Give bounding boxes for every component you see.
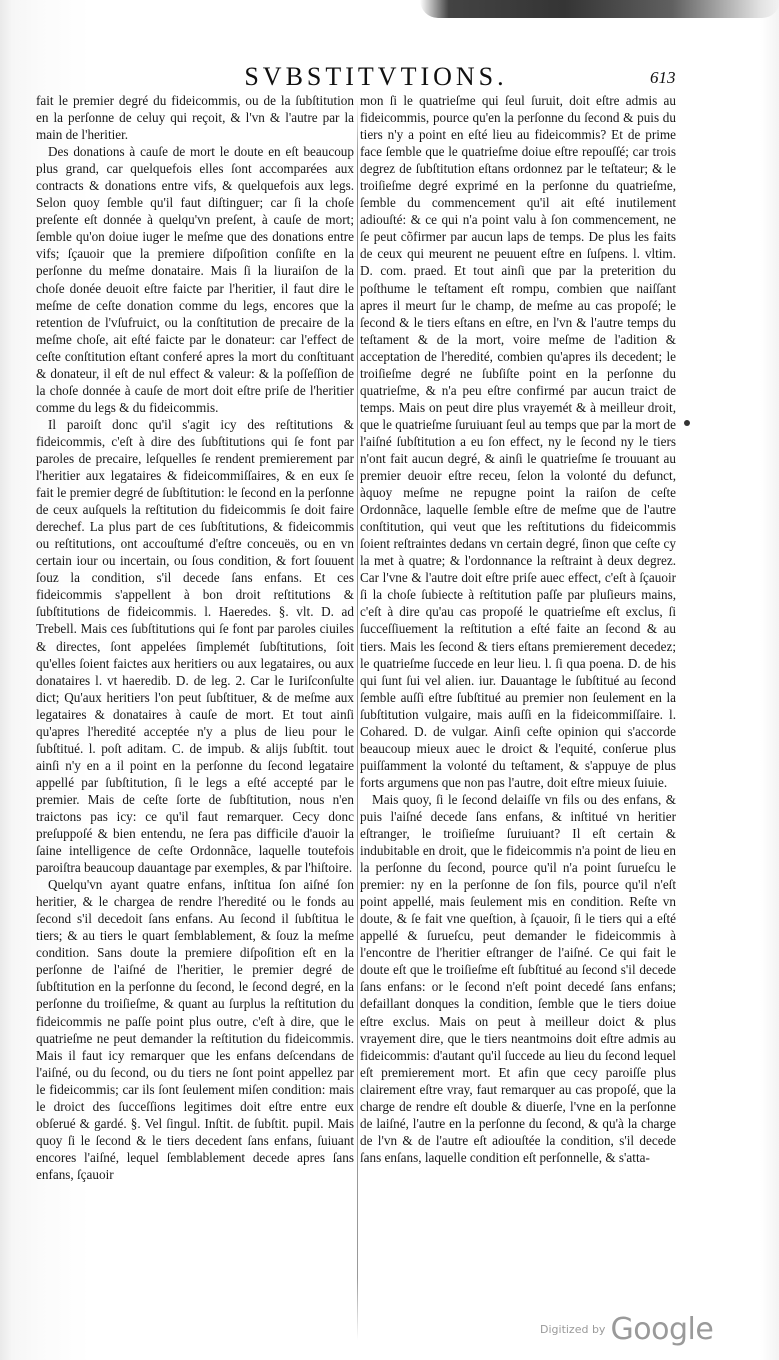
paragraph: Des donations à cauſe de mort le doute en eſt beaucoup plus grand, car quelquefois elles ſont accomparées aux contracts & donations entre vifs, & quelquefois aux legs. Selon quoy ſemble qu'il faut diſtinguer; car ſi la choſe preſente eſt donnée à quelqu'vn preſent, à cauſe de mort; ſemble qu'on doiue iuger le meſme que des donations entre vifs; ſçauoir que la premiere diſpoſition conſiſte en la perſonne du meſme donataire. Mais ſi la liuraiſon de la choſe donée deuoit eſtre faicte par l'heritier, il faut dire le meſme de ceſte donation comme du legs, encores que la retention de l'vſufruict, ou la conſtitution de precaire de la meſme choſe, ait eſté faicte par le donateur: car l'effect de ceſte conſtitution eſtant conferé apres la mort du conſtituant & donateur, il eſt de nul effect & valeur: & la poſſeſſion de la choſe donnée à cauſe de mort doit eſtre priſe de l'heritier comme du legs & du fideicommis. (36, 144, 354, 415)
paragraph: Quelqu'vn ayant quatre enfans, inſtitua ſon aiſné ſon heritier, & le chargea de rendre l'heredité ou le fonds au ſecond s'il decedoit ſans enfans. Au ſecond il ſubſtitua le tiers; & au tiers le quart ſemblablement, & ſouz la meſme condition. Sans doute la premiere diſpoſition eſt en la perſonne de l'aiſné de l'heritier, le premier degré de ſubſtitution en la perſonne du ſecond, le ſecond degré, en la perſonne du troiſieſme, & quant au ſurplus la reſtitution du fideicommis ne paſſe point plus outre, c'eſt à dire, que le quatrieſme ne peut demander la reſtitution du fideicommis. Mais il faut icy remarquer que les enfans deſcendans de l'aiſné, ou du ſecond, ou du tiers ne ſont point appellez par le fideicommis; car ils ſont ſeulement miſen condition: mais le droict des ſucceſſions legitimes doit eſtre entre eux obſerué & gardé. §. Vel ſingul. Inſtit. de ſubſtit. pupil. Mais quoy ſi le ſecond & le tiers decedent ſans enfans, ſuiuant encores l'aiſné, lequel ſemblablement decede apres ſans enfans, ſçauoir (36, 877, 354, 1182)
paragraph: Il paroiſt donc qu'il s'agit icy des reſtitutions & fideicommis, c'eſt à dire des ſubſtitutions qui ſe font par paroles de precaire, leſquelles ſe rendent premierement par l'heritier aux legataires & fideicommiſſaires, & en eux ſe fait le premier degré de ſubſtitution: le ſecond en la perſonne de ceux auſquels la reſtitution du fideicommis ſe doit faire derechef. La plus part de ces ſubſtitutions, & fideicommis ou reſtitutions, ont accouſtumé d'eſtre conceuës, ou en vn certain iour ou incertain, ou ſous condition, & fort ſouuent ſouz la condition, s'il decede ſans enfans. Et ces fideicommis s'appellent à bon droit reſtitutions & ſubſtitutions de fideicommis. l. Haeredes. §. vlt. D. ad Trebell. Mais ces ſubſtitutions qui ſe font par paroles ciuiles & directes, ſont appelées ſimplemét ſubſtitutions, ſoit qu'elles ſoient faictes aux heritiers ou aux legataires, ou aux donataires l. vt haeredib. D. de leg. 2. Car le Iuriſconſulte dict; Qu'aux heritiers l'on peut ſubſtituer, & de meſme aux legataires & donataires à cauſe de mort. Et tout ainſi qu'apres l'heredité acceptée n'y a plus de lieu pour le ſubſtitué. l. poſt aditam. C. de impub. & alijs ſubſtit. tout ainſi n'y en a il point en la perſonne du ſecond legataire appellé par ſubſtitution, ſi le legs a eſté accepté par le premier. Mais de ceſte ſorte de ſubſtitution, nous n'en traictons pas icy: ce qu'il faut remarquer. Cecy donc preſuppoſé & bien entendu, ne ſera pas difficile d'auoir la ſaine intelligence de ceſte Ordonnãce, laquelle toutefois paroiſtra beaucoup dauantage par exemples, & par l'hiſtoire. (36, 416, 354, 876)
digitized-watermark (540, 1312, 713, 1348)
column-divider (357, 100, 358, 1340)
running-title: SVBSTITVTIONS. (244, 62, 508, 91)
right-column (360, 92, 676, 1352)
paragraph: fait le premier degré du fideicommis, ou de la ſubſtitution en la perſonne de celuy qui reçoit, & l'vn & l'autre par la main de l'heritier. (36, 93, 354, 143)
ink-dot (684, 420, 690, 426)
google-logo: Google (610, 1312, 714, 1347)
margin-marks (2, 70, 32, 190)
ink-blot (420, 0, 779, 18)
paragraph: mon ſi le quatrieſme qui ſeul ſuruit, doit eſtre admis au fideicommis, pource qu'en la perſonne du ſecond & puis du tiers n'y a point en eſté lieu au fideicommis? Et de prime face ſemble que le quatrieſme doiue eſtre repouſſé; car trois degrez de ſubſtitution eſtans ordonnez par le teſtateur; & le troiſieſme degré exprimé en la perſonne du quatrieſme, ſemble du commencement qu'il ait eſté inutilement adiouſté: & ce qui n'a point valu à ſon commencement, ne ſe peut cõfirmer par aucun laps de temps. De plus les faits de ceux qui meurent ne peuuent eſtre en ſuſpens. l. vltim. D. com. praed. Et tout ainſi que par la preterition du poſthume le teſtament eſt rompu, combien que naiſſant apres il meurt ſur le champ, de meſme au cas propoſé; le ſecond & le tiers eſtans en eſtre, en l'vn & l'autre temps du teſtament & de la mort, voire meſme de l'adition & acceptation de l'heredité, combien qu'apres ils decedent; le troiſieſme degré ne ſubſiſte point en la perſonne du quatrieſme, & n'a peu eſtre confirmé par aucun traict de temps. Mais on peut dire plus vrayemét & à meilleur droit, que le quatrieſme ſuruiuant ſeul au temps que par la mort de l'aiſné ſubſtitution a eu ſon effect, ny le ſecond ny le tiers n'ont fait aucun degré, & ainſi le quatrieſme ſe trouuant au premier deuoir eſtre receu, ſelon la volonté du defunct, àquoy meſme ne repugne point la raiſon de ceſte Ordonnãce, laquelle ſemble eſtre de meſme que de l'autre conſtitution, qui veut que les reſtitutions du fideicommis ſoient reſtraintes dedans vn certain degré, ſinon que ceſte cy la met à quatre; & l'ordonnance la reſtraint à deux degrez. Car l'vne & l'autre doit eſtre priſe auec effect, c'eſt à ſçauoir ſi la choſe ſubiecte à reſtitution paſſe par pluſieurs mains, c'eſt à dire qu'au cas propoſé le quatrieſme eſt exclus, ſi ſucceſſiuement la reſtitution a eſté faite an ſecond & au tiers. Mais les ſecond & tiers eſtans premierement decedez; le quatrieſme ſuccede en leur lieu. l. ſi qua poena. D. de his qui ſunt ſui vel alien. iur. Dauantage le ſubſtitué au ſecond ſemble auſſi eſtre ſubſtitué au premier non ſeulement en la ſubſtitution vulgaire, mais auſſi en la fideicommiſſaire. l. Cohared. D. de vulgar. Ainſi ceſte opinion qui s'accorde beaucoup mieux auec le droict & l'equité, conſerue plus puiſſamment la volonté du teſtament, & s'appuye de plus forts argumens que non pas l'autre, doit eſtre mieux ſuiuie. (360, 93, 676, 790)
watermark-prefix: Digitized by (540, 1323, 606, 1336)
page-number: 613 (650, 68, 676, 87)
paragraph: Mais quoy, ſi le ſecond delaiſſe vn fils ou des enfans, & puis l'aiſné decede ſans enfans, & inſtitué vn heritier eſtranger, le troiſieſme ſuruiuant? Il eſt certain & indubitable en droit, que le fideicommis n'a point de lieu en la perſonne du ſecond, pource qu'il n'a point ſurueſcu le premier: ny en la perſonne de ſon fils, pource qu'il n'eſt point appellé, mais ſeulement mis en condition. Reſte vn doute, & ſe fait vne queſtion, à ſçauoir, ſi le tiers qui a eſté appellé & ſurueſcu, peut demander le fideicommis à l'encontre de l'heritier eſtranger de l'aiſné. Ce qui fait le doute eſt que le troiſieſme eſt ſubſtitué au ſecond s'il decede ſans enfans: or le ſecond n'eſt point decedé ſans enfans; defaillant donques la condition, ſemble que le tiers doiue eſtre exclus. Mais on peut à meilleur doict & plus vrayement dire, que le tiers neantmoins doit eſtre admis au fideicommis: d'autant qu'il ſuccede au lieu du ſecond lequel eſt premierement mort. Et afin que cecy paroiſſe plus clairement eſtre vray, faut remarquer au cas propoſé, que la charge de rendre eſt double & diuerſe, l'vne en la perſonne de laiſné, l'autre en la perſonne du ſecond, & qu'à la charge de l'vn & de l'autre eſt adiouſtée la condition, s'il decede ſans enſans, laquelle condition eſt perſonnelle, & s'atta- (360, 791, 676, 1165)
left-column (36, 92, 354, 1352)
